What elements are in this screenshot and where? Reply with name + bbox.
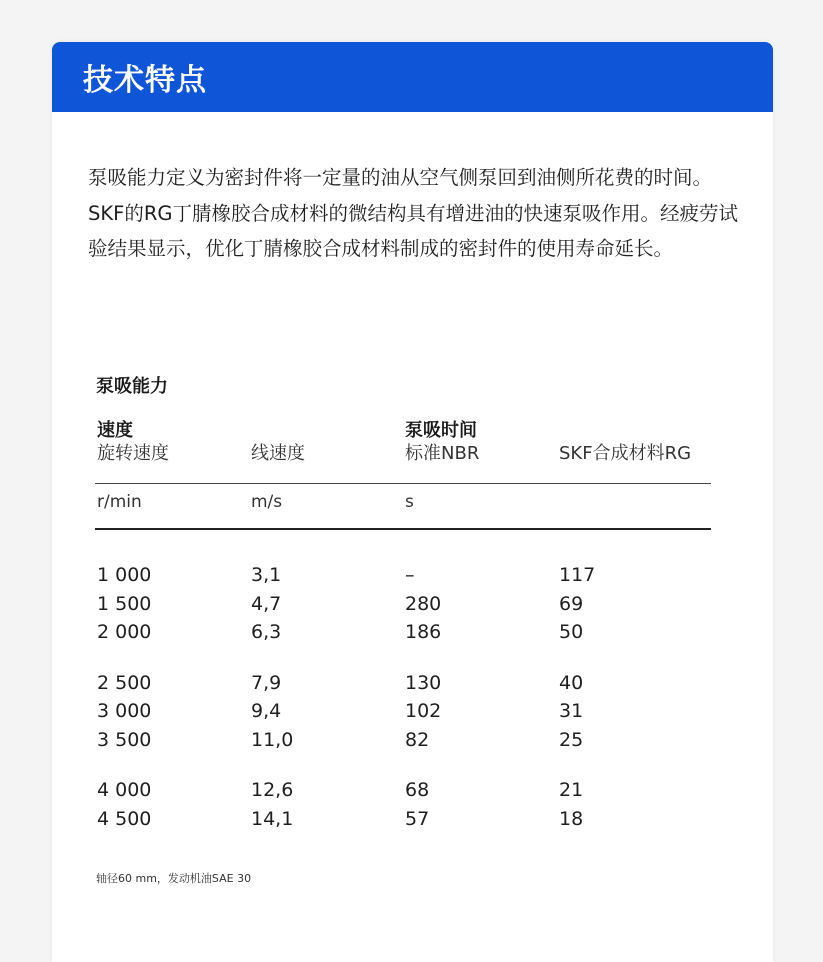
table-row [52, 593, 773, 622]
table-footnote: 轴径60 mm，发动机油SAE 30 [96, 872, 252, 885]
cell-linear-speed: 11,0 [251, 728, 294, 751]
group-header-speed: 速度 [97, 420, 133, 441]
column-header-rotational-speed: 旋转速度 [97, 443, 169, 464]
cell-standard-nbr: 186 [405, 621, 442, 643]
cell-standard-nbr: 280 [405, 592, 442, 615]
cell-skf-rg: 31 [559, 700, 584, 722]
cell-skf-rg: 117 [559, 564, 596, 586]
cell-rotational-speed: 3 500 [97, 728, 152, 751]
cell-linear-speed: 12,6 [251, 779, 294, 801]
cell-rotational-speed: 4 500 [97, 807, 152, 830]
cell-linear-speed: 4,7 [251, 592, 282, 615]
cell-standard-nbr: 82 [405, 728, 430, 751]
column-header-skf-rg: SKF合成材料RG [559, 443, 692, 464]
card-header [52, 42, 773, 112]
cell-skf-rg: 50 [559, 621, 584, 643]
table-row [52, 808, 773, 837]
unit-rotational-speed: r/min [97, 492, 142, 512]
cell-rotational-speed: 3 000 [97, 700, 152, 722]
cell-skf-rg: 25 [559, 728, 584, 751]
header-divider [95, 483, 711, 484]
cell-skf-rg: 40 [559, 671, 584, 694]
table-row [52, 700, 773, 729]
unit-pump-time: s [405, 492, 414, 512]
column-header-standard-nbr: 标准NBR [405, 443, 480, 464]
cell-linear-speed: 9,4 [251, 700, 282, 722]
table-row [52, 621, 773, 650]
cell-skf-rg: 18 [559, 807, 584, 830]
cell-rotational-speed: 1 000 [97, 564, 152, 586]
cell-linear-speed: 14,1 [251, 807, 294, 830]
cell-standard-nbr: 57 [405, 807, 430, 830]
table-row [52, 672, 773, 701]
table-row [52, 779, 773, 808]
group-header-pump-time: 泵吸时间 [405, 420, 477, 441]
cell-skf-rg: 21 [559, 779, 584, 801]
cell-rotational-speed: 4 000 [97, 779, 152, 801]
table-body [52, 564, 773, 836]
intro-paragraph: 泵吸能力定义为密封件将一定量的油从空气侧泵回到油侧所花费的时间。SKF的RG丁腈橡胶合成材料的微结构具有增进油的快速泵吸作用。经疲劳试验结果显示，优化丁腈橡胶合成材料制成的密封件的使用寿命延长。 [88, 166, 739, 260]
table-title: 泵吸能力 [96, 376, 168, 397]
units-divider [95, 528, 711, 530]
cell-linear-speed: 3,1 [251, 564, 282, 586]
cell-rotational-speed: 2 500 [97, 671, 152, 694]
page-title: 技术特点 [83, 63, 207, 98]
table-row [52, 564, 773, 593]
cell-standard-nbr: – [405, 564, 415, 586]
cell-skf-rg: 69 [559, 592, 584, 615]
column-header-linear-speed: 线速度 [251, 443, 305, 464]
content-card [52, 42, 773, 962]
cell-standard-nbr: 102 [405, 700, 442, 722]
cell-rotational-speed: 2 000 [97, 621, 152, 643]
table-row [52, 729, 773, 758]
cell-standard-nbr: 130 [405, 671, 442, 694]
cell-rotational-speed: 1 500 [97, 592, 152, 615]
unit-linear-speed: m/s [251, 492, 283, 512]
cell-linear-speed: 6,3 [251, 621, 282, 643]
cell-linear-speed: 7,9 [251, 671, 282, 694]
cell-standard-nbr: 68 [405, 779, 430, 801]
